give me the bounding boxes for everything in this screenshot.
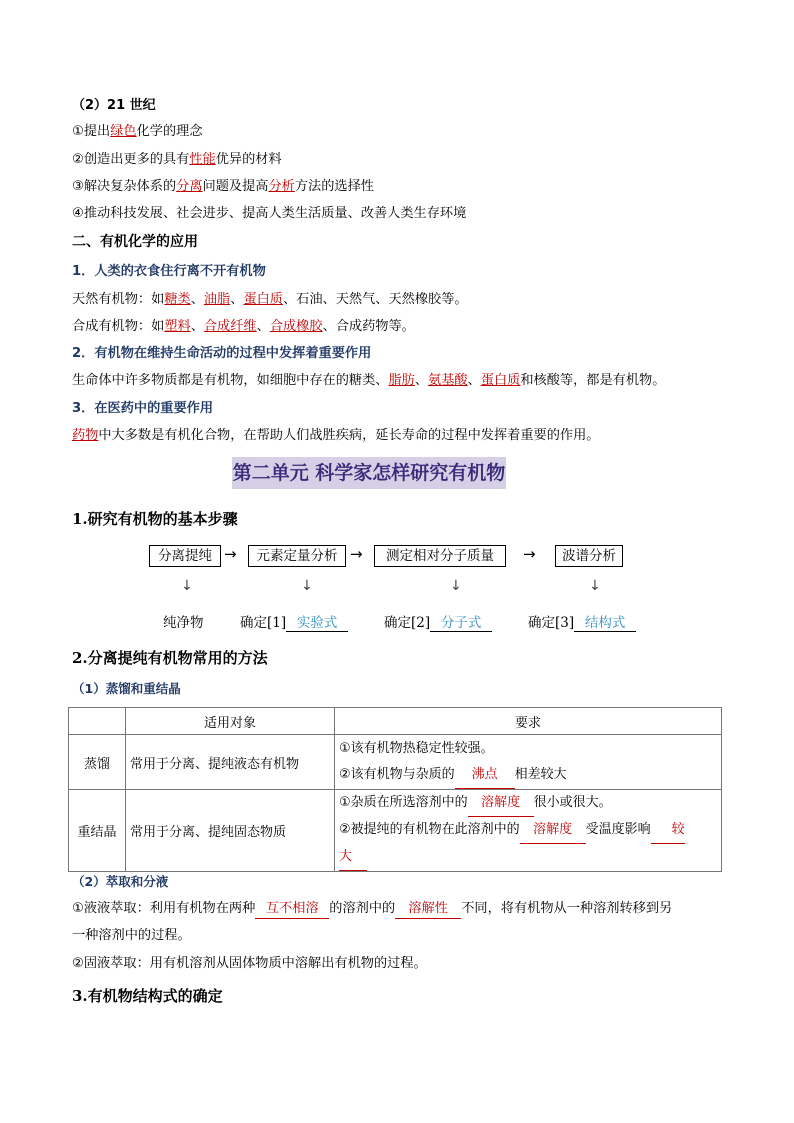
paragraph: 生命体中许多物质都是有机物，如细胞中存在的糖类、脂肪、氨基酸、蛋白质和核酸等，都是有机物。 [72,373,666,388]
section-heading: 二、有机化学的应用 [72,234,198,250]
step-box-elemental-analysis: 元素定量分析 [248,545,346,567]
paragraph: 一种溶剂中的过程。 [72,928,191,943]
down-arrow-icon: ↓ [450,578,462,594]
step-box-molecular-mass: 测定相对分子质量 [374,545,506,567]
steps-heading: 1.研究有机物的基本步骤 [72,510,238,528]
paragraph: ②固液萃取：用有机溶剂从固体物质中溶解出有机物的过程。 [72,956,427,971]
result-molecular: 确定[2] 分子式 [384,611,492,632]
table-cell: 蒸馏 [69,735,126,790]
table-header: 适用对象 [126,708,335,735]
list-item: ②创造出更多的具有性能优异的材料 [72,152,282,167]
table-row [69,708,722,735]
table-row [69,735,722,790]
subsection-heading: 2．有机物在维持生命活动的过程中发挥着重要作用 [72,346,372,361]
unit-title: 第二单元 科学家怎样研究有机物 [232,457,506,489]
result-empirical: 确定[1] 实验式 [240,611,348,632]
paragraph: 天然有机物：如糖类、油脂、蛋白质、石油、天然气、天然橡胶等。 [72,292,468,307]
structure-heading: 3.有机物结构式的确定 [72,987,223,1005]
list-item: ①提出绿色化学的理念 [72,124,203,139]
table-cell: 重结晶 [69,790,126,872]
subsection-heading: （2）萃取和分液 [72,874,169,889]
table-header: 要求 [335,708,722,735]
table-cell: ①杂质在所选溶剂中的 溶解度 很小或很大。 ②被提纯的有机物在此溶剂中的 溶解度 受温度影响 较 大 [335,790,722,872]
paragraph: ①液液萃取：利用有机物在两种 互不相溶 的溶剂中的 溶解性 不同，将有机物从一种溶剂转移到另 [72,900,672,919]
table-cell: ①该有机物热稳定性较强。 ②该有机物与杂质的 沸点 相差较大 [335,735,722,790]
down-arrow-icon: ↓ [301,578,313,594]
result-pure-substance: 纯净物 [163,615,204,631]
methods-table [68,707,722,872]
methods-heading: 2.分离提纯有机物常用的方法 [72,649,268,667]
table-cell: 常用于分离、提纯固态物质 [126,790,335,872]
down-arrow-icon: ↓ [181,578,193,594]
subsection-heading: （1）蒸馏和重结晶 [72,681,181,696]
section-21-heading: （2）21 世纪 [72,98,156,113]
table-row [69,790,722,872]
paragraph: 药物中大多数是有机化合物，在帮助人们战胜疾病，延长寿命的过程中发挥着重要的作用。 [72,428,600,443]
right-arrow-icon: → [224,545,237,563]
list-item: ④推动科技发展、社会进步、提高人类生活质量、改善人类生存环境 [72,206,467,221]
table-cell [69,708,126,735]
right-arrow-icon: → [523,545,536,563]
down-arrow-icon: ↓ [589,578,601,594]
step-box-separation: 分离提纯 [149,545,221,567]
paragraph: 合成有机物：如塑料、合成纤维、合成橡胶、合成药物等。 [72,319,415,334]
step-box-spectroscopy: 波谱分析 [555,545,623,567]
list-item: ③解决复杂体系的分离问题及提高分析方法的选择性 [72,179,374,194]
subsection-heading: 3．在医药中的重要作用 [72,401,214,416]
right-arrow-icon: → [350,545,363,563]
table-cell: 常用于分离、提纯液态有机物 [126,735,335,790]
subsection-heading: 1．人类的衣食住行离不开有机物 [72,264,266,279]
result-structural: 确定[3] 结构式 [528,611,636,632]
